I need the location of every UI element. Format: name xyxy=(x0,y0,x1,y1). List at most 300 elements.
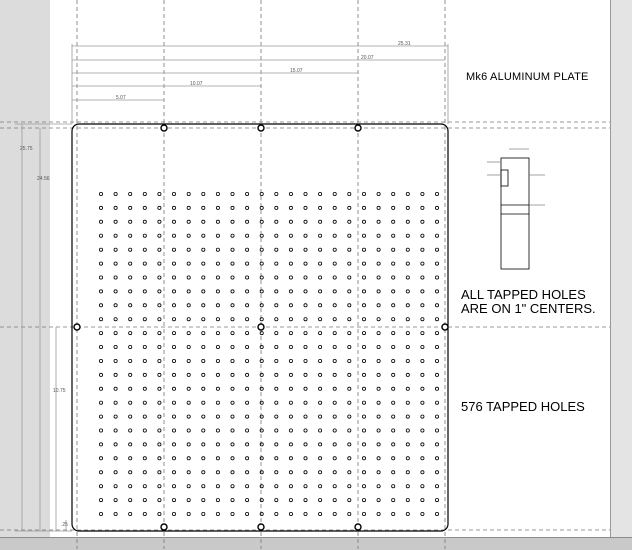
tapped-hole xyxy=(289,373,292,376)
tapped-hole xyxy=(246,304,249,307)
tapped-hole xyxy=(406,373,409,376)
tapped-hole xyxy=(99,443,102,446)
vertical-dimension-label: 10.75 xyxy=(53,388,66,394)
tapped-hole xyxy=(231,220,234,223)
tapped-hole xyxy=(99,359,102,362)
tapped-hole xyxy=(202,443,205,446)
tapped-hole xyxy=(348,318,351,321)
tapped-hole xyxy=(172,206,175,209)
tapped-hole xyxy=(406,290,409,293)
tapped-hole xyxy=(348,248,351,251)
tapped-hole xyxy=(246,471,249,474)
tapped-hole xyxy=(172,429,175,432)
tapped-hole xyxy=(246,262,249,265)
hole-spacing-note-line2: ARE ON 1" CENTERS. xyxy=(461,301,596,316)
tapped-hole xyxy=(304,373,307,376)
tapped-hole xyxy=(202,415,205,418)
tapped-hole xyxy=(99,332,102,335)
tapped-hole xyxy=(216,387,219,390)
tapped-hole xyxy=(275,512,278,515)
tapped-hole xyxy=(275,443,278,446)
tapped-hole xyxy=(114,318,117,321)
tapped-hole xyxy=(362,262,365,265)
tapped-hole xyxy=(216,290,219,293)
tapped-hole xyxy=(421,345,424,348)
tapped-hole xyxy=(319,485,322,488)
tapped-hole xyxy=(289,234,292,237)
tapped-hole xyxy=(114,359,117,362)
tapped-hole xyxy=(362,359,365,362)
tapped-hole xyxy=(114,471,117,474)
tapped-hole xyxy=(246,373,249,376)
tapped-hole xyxy=(435,415,438,418)
tapped-hole xyxy=(348,401,351,404)
tapped-hole xyxy=(319,443,322,446)
tapped-hole xyxy=(187,276,190,279)
tapped-hole xyxy=(333,290,336,293)
tapped-hole xyxy=(362,485,365,488)
tapped-hole xyxy=(362,234,365,237)
tapped-hole xyxy=(362,387,365,390)
tapped-hole xyxy=(114,332,117,335)
tapped-hole xyxy=(143,485,146,488)
tapped-hole xyxy=(362,276,365,279)
tapped-hole xyxy=(362,499,365,502)
tapped-hole xyxy=(99,276,102,279)
tapped-hole xyxy=(216,248,219,251)
tapped-hole xyxy=(421,387,424,390)
tapped-hole xyxy=(129,318,132,321)
tapped-hole xyxy=(246,359,249,362)
tapped-hole xyxy=(143,512,146,515)
tapped-hole xyxy=(421,485,424,488)
tapped-hole xyxy=(348,206,351,209)
tapped-hole xyxy=(392,248,395,251)
tapped-hole xyxy=(421,290,424,293)
tapped-hole xyxy=(129,499,132,502)
tapped-hole xyxy=(187,415,190,418)
tapped-hole xyxy=(260,443,263,446)
tapped-hole xyxy=(202,512,205,515)
hole-spacing-note xyxy=(461,288,596,316)
tapped-hole xyxy=(406,332,409,335)
tapped-hole xyxy=(231,415,234,418)
tapped-hole xyxy=(421,206,424,209)
tapped-hole xyxy=(421,192,424,195)
tapped-hole xyxy=(216,304,219,307)
tapped-hole xyxy=(377,485,380,488)
tapped-hole xyxy=(143,248,146,251)
tapped-hole xyxy=(392,192,395,195)
tapped-hole xyxy=(158,471,161,474)
tapped-hole xyxy=(158,262,161,265)
tapped-hole xyxy=(333,262,336,265)
tapped-hole xyxy=(231,401,234,404)
tapped-hole xyxy=(304,262,307,265)
tapped-hole xyxy=(99,373,102,376)
tapped-hole xyxy=(202,429,205,432)
tapped-hole xyxy=(406,220,409,223)
tapped-hole xyxy=(377,359,380,362)
tapped-hole xyxy=(246,415,249,418)
tapped-hole xyxy=(348,512,351,515)
tapped-hole xyxy=(275,401,278,404)
tapped-hole xyxy=(129,332,132,335)
tapped-hole xyxy=(246,276,249,279)
tapped-hole xyxy=(377,415,380,418)
tapped-hole xyxy=(377,220,380,223)
tapped-hole xyxy=(260,304,263,307)
tapped-hole xyxy=(231,443,234,446)
drawing-title: Mk6 ALUMINUM PLATE xyxy=(466,71,589,83)
tapped-hole xyxy=(158,345,161,348)
tapped-hole xyxy=(421,429,424,432)
tapped-hole xyxy=(129,429,132,432)
tapped-hole xyxy=(172,471,175,474)
tapped-hole xyxy=(406,206,409,209)
tapped-hole xyxy=(99,512,102,515)
tapped-hole xyxy=(114,373,117,376)
tapped-hole xyxy=(289,387,292,390)
tapped-hole xyxy=(172,262,175,265)
tapped-hole xyxy=(158,373,161,376)
tapped-hole xyxy=(246,220,249,223)
tapped-hole xyxy=(275,332,278,335)
tapped-hole xyxy=(348,429,351,432)
tapped-hole xyxy=(362,401,365,404)
tapped-hole xyxy=(435,332,438,335)
tapped-hole xyxy=(129,443,132,446)
tapped-hole xyxy=(333,206,336,209)
tapped-hole xyxy=(260,276,263,279)
tapped-hole xyxy=(392,220,395,223)
tapped-hole xyxy=(99,499,102,502)
tapped-hole xyxy=(172,457,175,460)
tapped-hole xyxy=(143,220,146,223)
tapped-hole xyxy=(304,499,307,502)
tapped-hole xyxy=(362,512,365,515)
tapped-hole xyxy=(377,248,380,251)
tapped-hole xyxy=(172,234,175,237)
tapped-hole xyxy=(260,345,263,348)
tapped-hole xyxy=(289,443,292,446)
tapped-hole xyxy=(202,206,205,209)
tapped-hole xyxy=(333,220,336,223)
tapped-hole xyxy=(231,373,234,376)
tapped-hole xyxy=(392,304,395,307)
tapped-hole xyxy=(202,485,205,488)
tapped-hole xyxy=(406,443,409,446)
tapped-hole xyxy=(377,387,380,390)
tapped-hole xyxy=(187,262,190,265)
tapped-hole xyxy=(246,387,249,390)
tapped-hole xyxy=(421,512,424,515)
tapped-hole xyxy=(304,248,307,251)
tapped-hole xyxy=(143,234,146,237)
tapped-hole xyxy=(319,499,322,502)
tapped-hole xyxy=(304,234,307,237)
tapped-hole xyxy=(421,248,424,251)
tapped-hole xyxy=(377,345,380,348)
tapped-hole xyxy=(187,429,190,432)
tapped-hole xyxy=(304,192,307,195)
tapped-hole xyxy=(246,443,249,446)
tapped-hole xyxy=(348,192,351,195)
tapped-hole xyxy=(231,248,234,251)
horizontal-dimension-label: 15.07 xyxy=(290,68,303,74)
tapped-hole xyxy=(187,304,190,307)
tapped-hole xyxy=(187,234,190,237)
tapped-hole xyxy=(216,512,219,515)
tapped-hole xyxy=(231,387,234,390)
tapped-hole xyxy=(289,248,292,251)
tapped-hole xyxy=(129,345,132,348)
tapped-hole xyxy=(304,387,307,390)
tapped-hole xyxy=(202,345,205,348)
tapped-hole xyxy=(202,499,205,502)
tapped-hole xyxy=(246,401,249,404)
tapped-hole xyxy=(275,359,278,362)
tapped-hole xyxy=(216,318,219,321)
tapped-hole xyxy=(333,415,336,418)
tapped-hole xyxy=(231,332,234,335)
tapped-hole xyxy=(406,248,409,251)
tapped-hole xyxy=(289,192,292,195)
mounting-hole xyxy=(355,524,361,530)
horizontal-dimension-label: 5.07 xyxy=(116,95,126,101)
tapped-hole xyxy=(202,262,205,265)
tapped-hole xyxy=(260,318,263,321)
tapped-hole xyxy=(187,387,190,390)
tapped-hole xyxy=(392,401,395,404)
tapped-hole xyxy=(172,332,175,335)
tapped-hole xyxy=(246,192,249,195)
tapped-hole xyxy=(260,387,263,390)
tapped-hole xyxy=(275,304,278,307)
tapped-hole xyxy=(275,220,278,223)
tapped-hole xyxy=(129,276,132,279)
tapped-hole xyxy=(304,304,307,307)
tapped-hole xyxy=(202,248,205,251)
tapped-hole xyxy=(114,457,117,460)
tapped-hole xyxy=(202,192,205,195)
tapped-hole xyxy=(216,415,219,418)
tapped-hole xyxy=(392,485,395,488)
tapped-hole xyxy=(231,512,234,515)
tapped-hole xyxy=(99,234,102,237)
tapped-hole xyxy=(304,345,307,348)
tapped-hole xyxy=(319,248,322,251)
tapped-hole xyxy=(99,220,102,223)
tapped-hole xyxy=(143,457,146,460)
tapped-hole xyxy=(231,359,234,362)
tapped-hole xyxy=(187,457,190,460)
tapped-hole xyxy=(216,401,219,404)
tapped-hole xyxy=(435,262,438,265)
tapped-hole xyxy=(406,192,409,195)
tapped-hole xyxy=(406,234,409,237)
tapped-hole xyxy=(392,206,395,209)
tapped-hole xyxy=(202,457,205,460)
tapped-hole xyxy=(275,262,278,265)
tapped-hole xyxy=(260,220,263,223)
tapped-hole xyxy=(406,262,409,265)
tapped-hole xyxy=(333,512,336,515)
tapped-hole xyxy=(304,415,307,418)
tapped-hole xyxy=(421,234,424,237)
tapped-hole xyxy=(202,220,205,223)
tapped-hole xyxy=(246,290,249,293)
tapped-hole xyxy=(158,387,161,390)
tapped-hole xyxy=(260,262,263,265)
tapped-hole xyxy=(319,332,322,335)
tapped-hole xyxy=(114,429,117,432)
tapped-hole xyxy=(377,304,380,307)
tapped-hole xyxy=(275,471,278,474)
tapped-hole xyxy=(129,359,132,362)
tapped-hole xyxy=(158,512,161,515)
tapped-hole xyxy=(99,457,102,460)
tapped-hole xyxy=(275,415,278,418)
tapped-hole xyxy=(172,373,175,376)
tapped-hole xyxy=(377,443,380,446)
tapped-hole xyxy=(246,457,249,460)
tapped-hole xyxy=(99,387,102,390)
tapped-hole xyxy=(114,192,117,195)
tapped-hole xyxy=(421,262,424,265)
tapped-hole xyxy=(216,220,219,223)
tapped-hole xyxy=(202,332,205,335)
tapped-hole xyxy=(304,401,307,404)
tapped-hole xyxy=(129,373,132,376)
tapped-hole xyxy=(435,206,438,209)
tapped-hole xyxy=(246,248,249,251)
tapped-hole xyxy=(333,332,336,335)
tapped-hole xyxy=(158,429,161,432)
tapped-hole xyxy=(377,401,380,404)
tapped-hole xyxy=(406,485,409,488)
tapped-hole xyxy=(99,345,102,348)
tapped-hole xyxy=(362,457,365,460)
tapped-hole xyxy=(231,234,234,237)
vertical-dimension-label: .25 xyxy=(61,522,68,528)
tapped-hole xyxy=(158,248,161,251)
tapped-hole xyxy=(158,206,161,209)
tapped-hole xyxy=(333,485,336,488)
mounting-hole xyxy=(258,524,264,530)
tapped-hole xyxy=(158,401,161,404)
tapped-hole xyxy=(99,206,102,209)
tapped-hole xyxy=(319,359,322,362)
tapped-hole xyxy=(216,234,219,237)
tapped-hole xyxy=(143,415,146,418)
tapped-hole xyxy=(304,512,307,515)
mounting-hole xyxy=(258,324,264,330)
tapped-hole xyxy=(319,345,322,348)
tapped-hole xyxy=(114,415,117,418)
tapped-hole xyxy=(260,415,263,418)
tapped-hole xyxy=(289,415,292,418)
tapped-hole xyxy=(435,345,438,348)
tapped-hole xyxy=(333,359,336,362)
tapped-hole xyxy=(246,234,249,237)
tapped-hole xyxy=(260,429,263,432)
tapped-hole xyxy=(99,248,102,251)
tapped-hole xyxy=(231,485,234,488)
tapped-hole xyxy=(319,304,322,307)
tapped-hole xyxy=(348,499,351,502)
tapped-hole xyxy=(435,401,438,404)
tapped-hole xyxy=(158,318,161,321)
tapped-hole xyxy=(392,276,395,279)
tapped-hole xyxy=(319,373,322,376)
tapped-hole xyxy=(99,485,102,488)
tapped-hole xyxy=(406,387,409,390)
mounting-hole xyxy=(161,524,167,530)
tapped-hole xyxy=(231,262,234,265)
tapped-hole xyxy=(129,512,132,515)
tapped-hole xyxy=(114,220,117,223)
tapped-hole xyxy=(348,332,351,335)
tapped-hole xyxy=(172,443,175,446)
tapped-hole xyxy=(231,192,234,195)
tapped-hole xyxy=(172,290,175,293)
tapped-hole xyxy=(275,429,278,432)
tapped-hole xyxy=(129,234,132,237)
tapped-hole xyxy=(406,345,409,348)
tapped-hole xyxy=(435,192,438,195)
tapped-hole xyxy=(99,415,102,418)
tapped-hole xyxy=(143,192,146,195)
tapped-hole xyxy=(158,332,161,335)
tapped-hole xyxy=(392,512,395,515)
tapped-hole xyxy=(187,443,190,446)
tapped-hole xyxy=(260,359,263,362)
tapped-hole xyxy=(421,457,424,460)
tapped-hole xyxy=(231,318,234,321)
tapped-hole xyxy=(392,373,395,376)
tapped-hole xyxy=(362,206,365,209)
tapped-hole xyxy=(231,345,234,348)
tapped-hole xyxy=(362,415,365,418)
tapped-hole xyxy=(304,429,307,432)
tapped-hole xyxy=(377,262,380,265)
tapped-hole xyxy=(377,192,380,195)
tapped-hole xyxy=(246,345,249,348)
mounting-hole xyxy=(442,324,448,330)
tapped-hole xyxy=(406,304,409,307)
tapped-hole xyxy=(216,471,219,474)
tapped-hole xyxy=(406,276,409,279)
tapped-hole xyxy=(362,345,365,348)
tapped-hole xyxy=(289,290,292,293)
tapped-hole xyxy=(377,276,380,279)
tapped-hole xyxy=(129,401,132,404)
tapped-hole xyxy=(158,276,161,279)
dimension-texts xyxy=(20,41,411,528)
tapped-hole xyxy=(435,429,438,432)
tapped-hole xyxy=(348,276,351,279)
tapped-hole xyxy=(362,290,365,293)
tapped-hole xyxy=(143,290,146,293)
tapped-hole xyxy=(187,345,190,348)
tapped-hole xyxy=(435,290,438,293)
tapped-hole xyxy=(289,345,292,348)
tapped-hole xyxy=(172,220,175,223)
tapped-hole xyxy=(129,485,132,488)
tapped-hole xyxy=(187,359,190,362)
tapped-hole xyxy=(348,485,351,488)
